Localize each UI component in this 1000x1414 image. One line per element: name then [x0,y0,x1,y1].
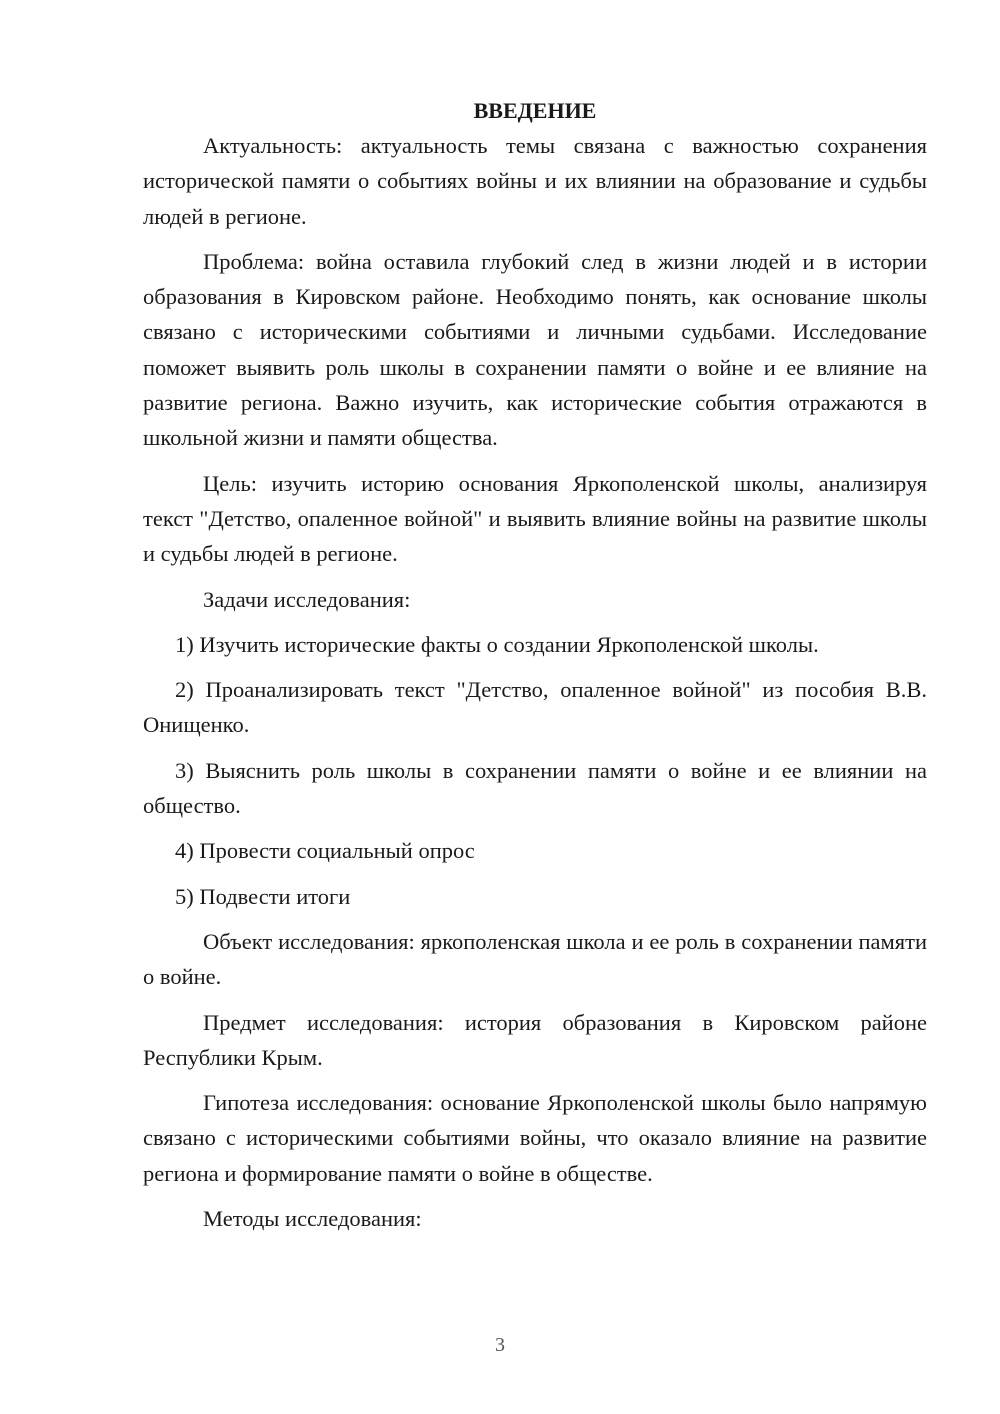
task-item: 3) Выяснить роль школы в сохранении памяти о войне и ее влиянии на общество. [143,757,927,819]
relevance-paragraph: Актуальность: актуальность темы связана с важностью сохранения исторической памяти о событиях войны и их влиянии на образование и судьбы людей в регионе. [143,133,927,229]
task-item: 1) Изучить исторические факты о создании Яркополенской школы. [175,631,819,657]
hypothesis-paragraph: Гипотеза исследования: основание Яркополенской школы было напрямую связано с историческими событиями войны, что оказало влияние на развитие региона и формирование памяти о войне в обществе. [143,1090,927,1186]
goal-paragraph: Цель: изучить историю основания Яркополенской школы, анализируя текст "Детство, опаленное войной" и выявить влияние войны на развитие школы и судьбы людей в регионе. [143,470,927,567]
tasks-heading: Задачи исследования: [203,586,411,612]
object-paragraph: Объект исследования: яркополенская школа и ее роль в сохранении памяти о войне. [143,928,927,990]
methods-heading: Методы исследования: [203,1206,422,1232]
section-title: ВВЕДЕНИЕ [473,98,597,123]
task-item: 5) Подвести итоги [175,883,351,909]
document-page [143,96,927,1246]
subject-paragraph: Предмет исследования: история образования в Кировском районе Республики Крым. [143,1009,927,1070]
problem-paragraph: Проблема: война оставила глубокий след в жизни людей и в истории образования в Кировском районе. Необходимо понять, как основание школы связано с историческими событиями и личными судьбами. Исследование поможет выявить роль школы в сохранении памяти о войне и ее влияние на развитие региона. Важно изучить, как исторические события отражаются в школьной жизни и памяти общества. [143,248,927,451]
task-item: 4) Провести социальный опрос [175,838,475,864]
page-number: 3 [495,1334,505,1356]
task-item: 2) Проанализировать текст "Детство, опаленное войной" из пособия В.В. Онищенко. [143,677,927,738]
